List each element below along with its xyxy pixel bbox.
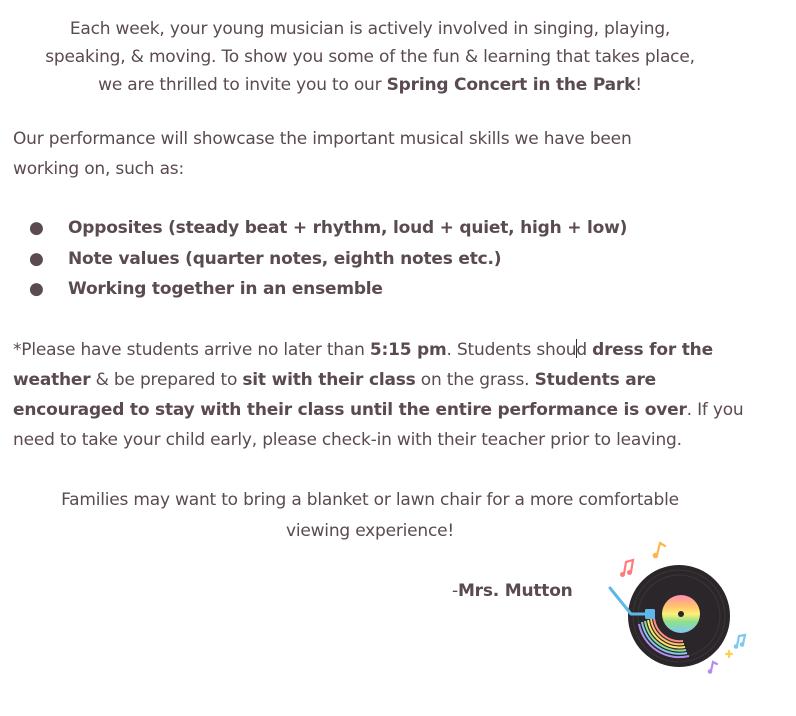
arrival-text: & be prepared to xyxy=(90,370,243,390)
performance-line-1: Our performance will showcase the important musical skills we have been xyxy=(13,129,632,149)
list-item xyxy=(0,213,760,244)
stay-note: Students are encouraged to stay with their class until the entire performance is over xyxy=(13,370,687,420)
signature xyxy=(452,577,573,605)
bullet-icon: ● xyxy=(29,279,44,299)
concert-name: Spring Concert in the Park xyxy=(386,75,636,95)
arrival-text: . Students shou xyxy=(446,340,577,360)
arrival-text: *Please have students arrive no later than xyxy=(13,340,370,360)
signature-name: Mrs. Mutton xyxy=(457,581,573,601)
skill-text: Working together in an ensemble xyxy=(68,279,383,299)
arrival-text: . If you need to take your child early, please check-in with their teacher prior to leaving. xyxy=(13,400,744,450)
list-item xyxy=(0,244,760,275)
intro-line-1: Each week, your young musician is actively involved in singing, playing, xyxy=(69,19,671,39)
vinyl-record-icon xyxy=(605,538,765,678)
arrival-text: d xyxy=(576,340,593,360)
arrival-text: on the grass. xyxy=(415,370,535,390)
sit-note: sit with their class xyxy=(242,370,416,390)
intro-paragraph xyxy=(10,15,730,99)
record-disc xyxy=(628,565,730,667)
performance-paragraph xyxy=(13,124,733,184)
intro-line-3-start: we are thrilled to invite you to our xyxy=(98,75,387,95)
bullet-icon: ● xyxy=(29,218,44,238)
dress-note: dress for the weather xyxy=(13,340,713,390)
families-line-2: viewing experience! xyxy=(285,521,455,541)
bullet-icon: ● xyxy=(29,248,44,269)
skills-list xyxy=(0,213,760,305)
performance-line-2: working on, such as: xyxy=(13,159,184,179)
intro-line-3-end: ! xyxy=(635,75,642,95)
intro-line-2: speaking, & moving. To show you some of the fun & learning that takes place, xyxy=(45,47,695,67)
list-item xyxy=(0,274,760,305)
arrival-time: 5:15 pm xyxy=(369,340,447,360)
signature-dash: - xyxy=(452,581,458,601)
arrival-paragraph[interactable] xyxy=(13,335,753,455)
skill-text: Note values (quarter notes, eighth notes etc.) xyxy=(68,248,502,269)
skill-text: Opposites (steady beat + rhythm, loud + quiet, high + low) xyxy=(68,218,628,238)
families-line-1: Families may want to bring a blanket or lawn chair for a more comfortable xyxy=(61,490,679,510)
